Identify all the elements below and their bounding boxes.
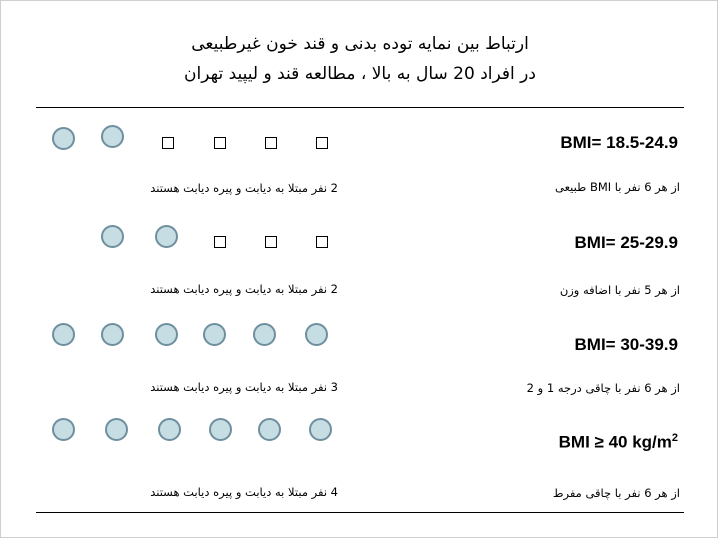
group-description: از هر 6 نفر با BMI طبیعی: [555, 180, 680, 194]
group-description: از هر 6 نفر با چاقی درجه 1 و 2: [526, 381, 680, 395]
circle-icon: [155, 225, 178, 248]
circle-icon: [155, 323, 178, 346]
bmi-range-label: BMI= 30-39.9: [574, 335, 678, 354]
group-description: از هر 6 نفر با چاقی مفرط: [552, 486, 680, 500]
diabetes-count-note: 4 نفر مبتلا به دیابت و پیره دیابت هستند: [150, 485, 338, 499]
square-icon: [265, 137, 277, 149]
circle-icon: [52, 127, 75, 150]
circle-icon: [258, 418, 281, 441]
circle-icon: [158, 418, 181, 441]
diabetes-count-note: 3 نفر مبتلا به دیابت و پیره دیابت هستند: [150, 380, 338, 394]
circle-icon: [209, 418, 232, 441]
circle-icon: [52, 418, 75, 441]
circle-icon: [309, 418, 332, 441]
bmi-range-label: BMI ≥ 40 $kg/m^2$: [558, 432, 678, 452]
circle-icon: [101, 323, 124, 346]
diabetes-count-note: 2 نفر مبتلا به دیابت و پیره دیابت هستند: [150, 282, 338, 296]
slide-title-line-2: در افراد 20 سال به بالا ، مطالعه قند و لیپید تهران: [184, 64, 536, 84]
circle-icon: [105, 418, 128, 441]
square-icon: [214, 236, 226, 248]
circle-icon: [101, 125, 124, 148]
group-description: از هر 5 نفر با اضافه وزن: [559, 283, 680, 297]
circle-icon: [305, 323, 328, 346]
bmi-range-label: BMI= 18.5-24.9: [560, 133, 678, 152]
square-icon: [265, 236, 277, 248]
circle-icon: [52, 323, 75, 346]
square-icon: [162, 137, 174, 149]
top-divider: [36, 107, 684, 108]
bmi-range-label: BMI= 25-29.9: [574, 233, 678, 252]
square-icon: [316, 137, 328, 149]
circle-icon: [203, 323, 226, 346]
square-icon: [316, 236, 328, 248]
bottom-divider: [36, 512, 684, 513]
circle-icon: [253, 323, 276, 346]
diabetes-count-note: 2 نفر مبتلا به دیابت و پیره دیابت هستند: [150, 181, 338, 195]
slide-title-line-1: ارتباط بین نمایه توده بدنی و قند خون غیرطبیعی: [191, 34, 529, 54]
square-icon: [214, 137, 226, 149]
circle-icon: [101, 225, 124, 248]
